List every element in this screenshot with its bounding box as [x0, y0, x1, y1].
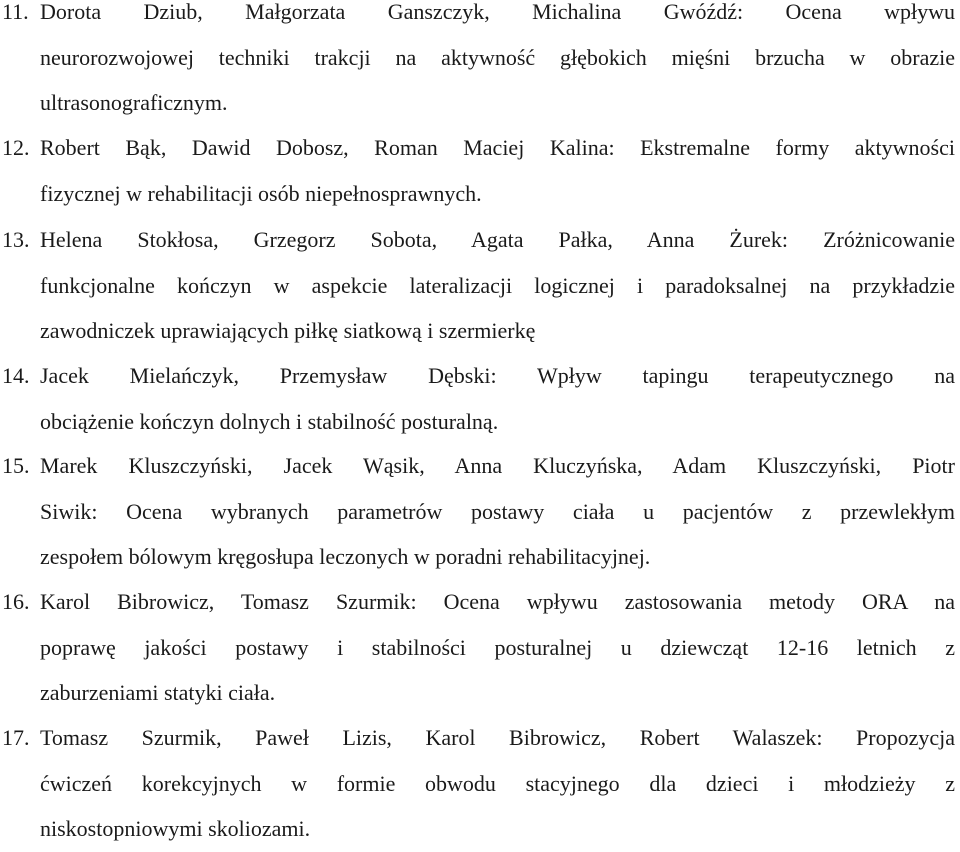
item-number: 13.: [2, 227, 30, 252]
text-line: Jacek Mielańczyk, Przemysław Dębski: Wpływ tapingu terapeutycznego na: [40, 363, 955, 388]
item-number: 12.: [2, 135, 30, 160]
item-number: 14.: [2, 363, 30, 388]
text-line: zespołem bólowym kręgosłupa leczonych w poradni rehabilitacyjnej.: [40, 544, 651, 569]
text-line: Helena Stokłosa, Grzegorz Sobota, Agata Pałka, Anna Żurek: Zróżnicowanie: [40, 227, 955, 252]
text-line: neurorozwojowej techniki trakcji na aktywność głębokich mięśni brzucha w obrazie: [40, 44, 955, 70]
text-line: Robert Bąk, Dawid Dobosz, Roman Maciej Kalina: Ekstremalne formy aktywności: [40, 135, 955, 160]
text-line: zawodniczek uprawiających piłkę siatkową i szermierkę: [40, 318, 536, 343]
list-item: [0, 715, 955, 852]
item-number: 16.: [2, 589, 30, 614]
text-line: Karol Bibrowicz, Tomasz Szurmik: Ocena wpływu zastosowania metody ORA na: [40, 589, 955, 614]
item-text: [0, 0, 955, 126]
text-line: Siwik: Ocena wybranych parametrów postawy ciała u pacjentów z przewlekłym: [40, 498, 955, 524]
text-line: funkcjonalne kończyn w aspekcie lateralizacji logicznej i paradoksalnej na przykładzie: [40, 272, 955, 298]
list-item: [0, 579, 955, 716]
text-line: fizycznej w rehabilitacji osób niepełnosprawnych.: [40, 180, 482, 206]
item-text: [0, 579, 955, 716]
list-item: [0, 353, 955, 444]
item-number: 17.: [2, 725, 30, 750]
list-item: [0, 217, 955, 354]
text-line: ćwiczeń korekcyjnych w formie obwodu stacyjnego dla dzieci i młodzieży z: [40, 770, 955, 796]
item-text: [0, 125, 955, 216]
text-line: ultrasonograficznym.: [40, 90, 228, 115]
item-number: 11.: [2, 0, 29, 24]
text-line: Tomasz Szurmik, Paweł Lizis, Karol Bibrowicz, Robert Walaszek: Propozycja: [40, 725, 955, 750]
list-item: [0, 443, 955, 580]
text-line: niskostopniowymi skoliozami.: [40, 816, 311, 841]
list-item: [0, 0, 955, 126]
item-text: [0, 443, 955, 580]
item-text: [0, 353, 955, 444]
text-line: zaburzeniami statyki ciała.: [40, 680, 276, 705]
list-item: [0, 125, 955, 216]
item-text: [0, 715, 955, 852]
item-text: [0, 217, 955, 354]
text-line: Marek Kluszczyński, Jacek Wąsik, Anna Kluczyńska, Adam Kluszczyński, Piotr: [40, 453, 955, 478]
item-number: 15.: [2, 453, 30, 478]
text-line: obciążenie kończyn dolnych i stabilność posturalną.: [40, 408, 499, 434]
text-line: poprawę jakości postawy i stabilności posturalnej u dziewcząt 12-16 letnich z: [40, 634, 955, 660]
text-line: Dorota Dziub, Małgorzata Ganszczyk, Michalina Gwóźdź: Ocena wpływu: [40, 0, 955, 24]
